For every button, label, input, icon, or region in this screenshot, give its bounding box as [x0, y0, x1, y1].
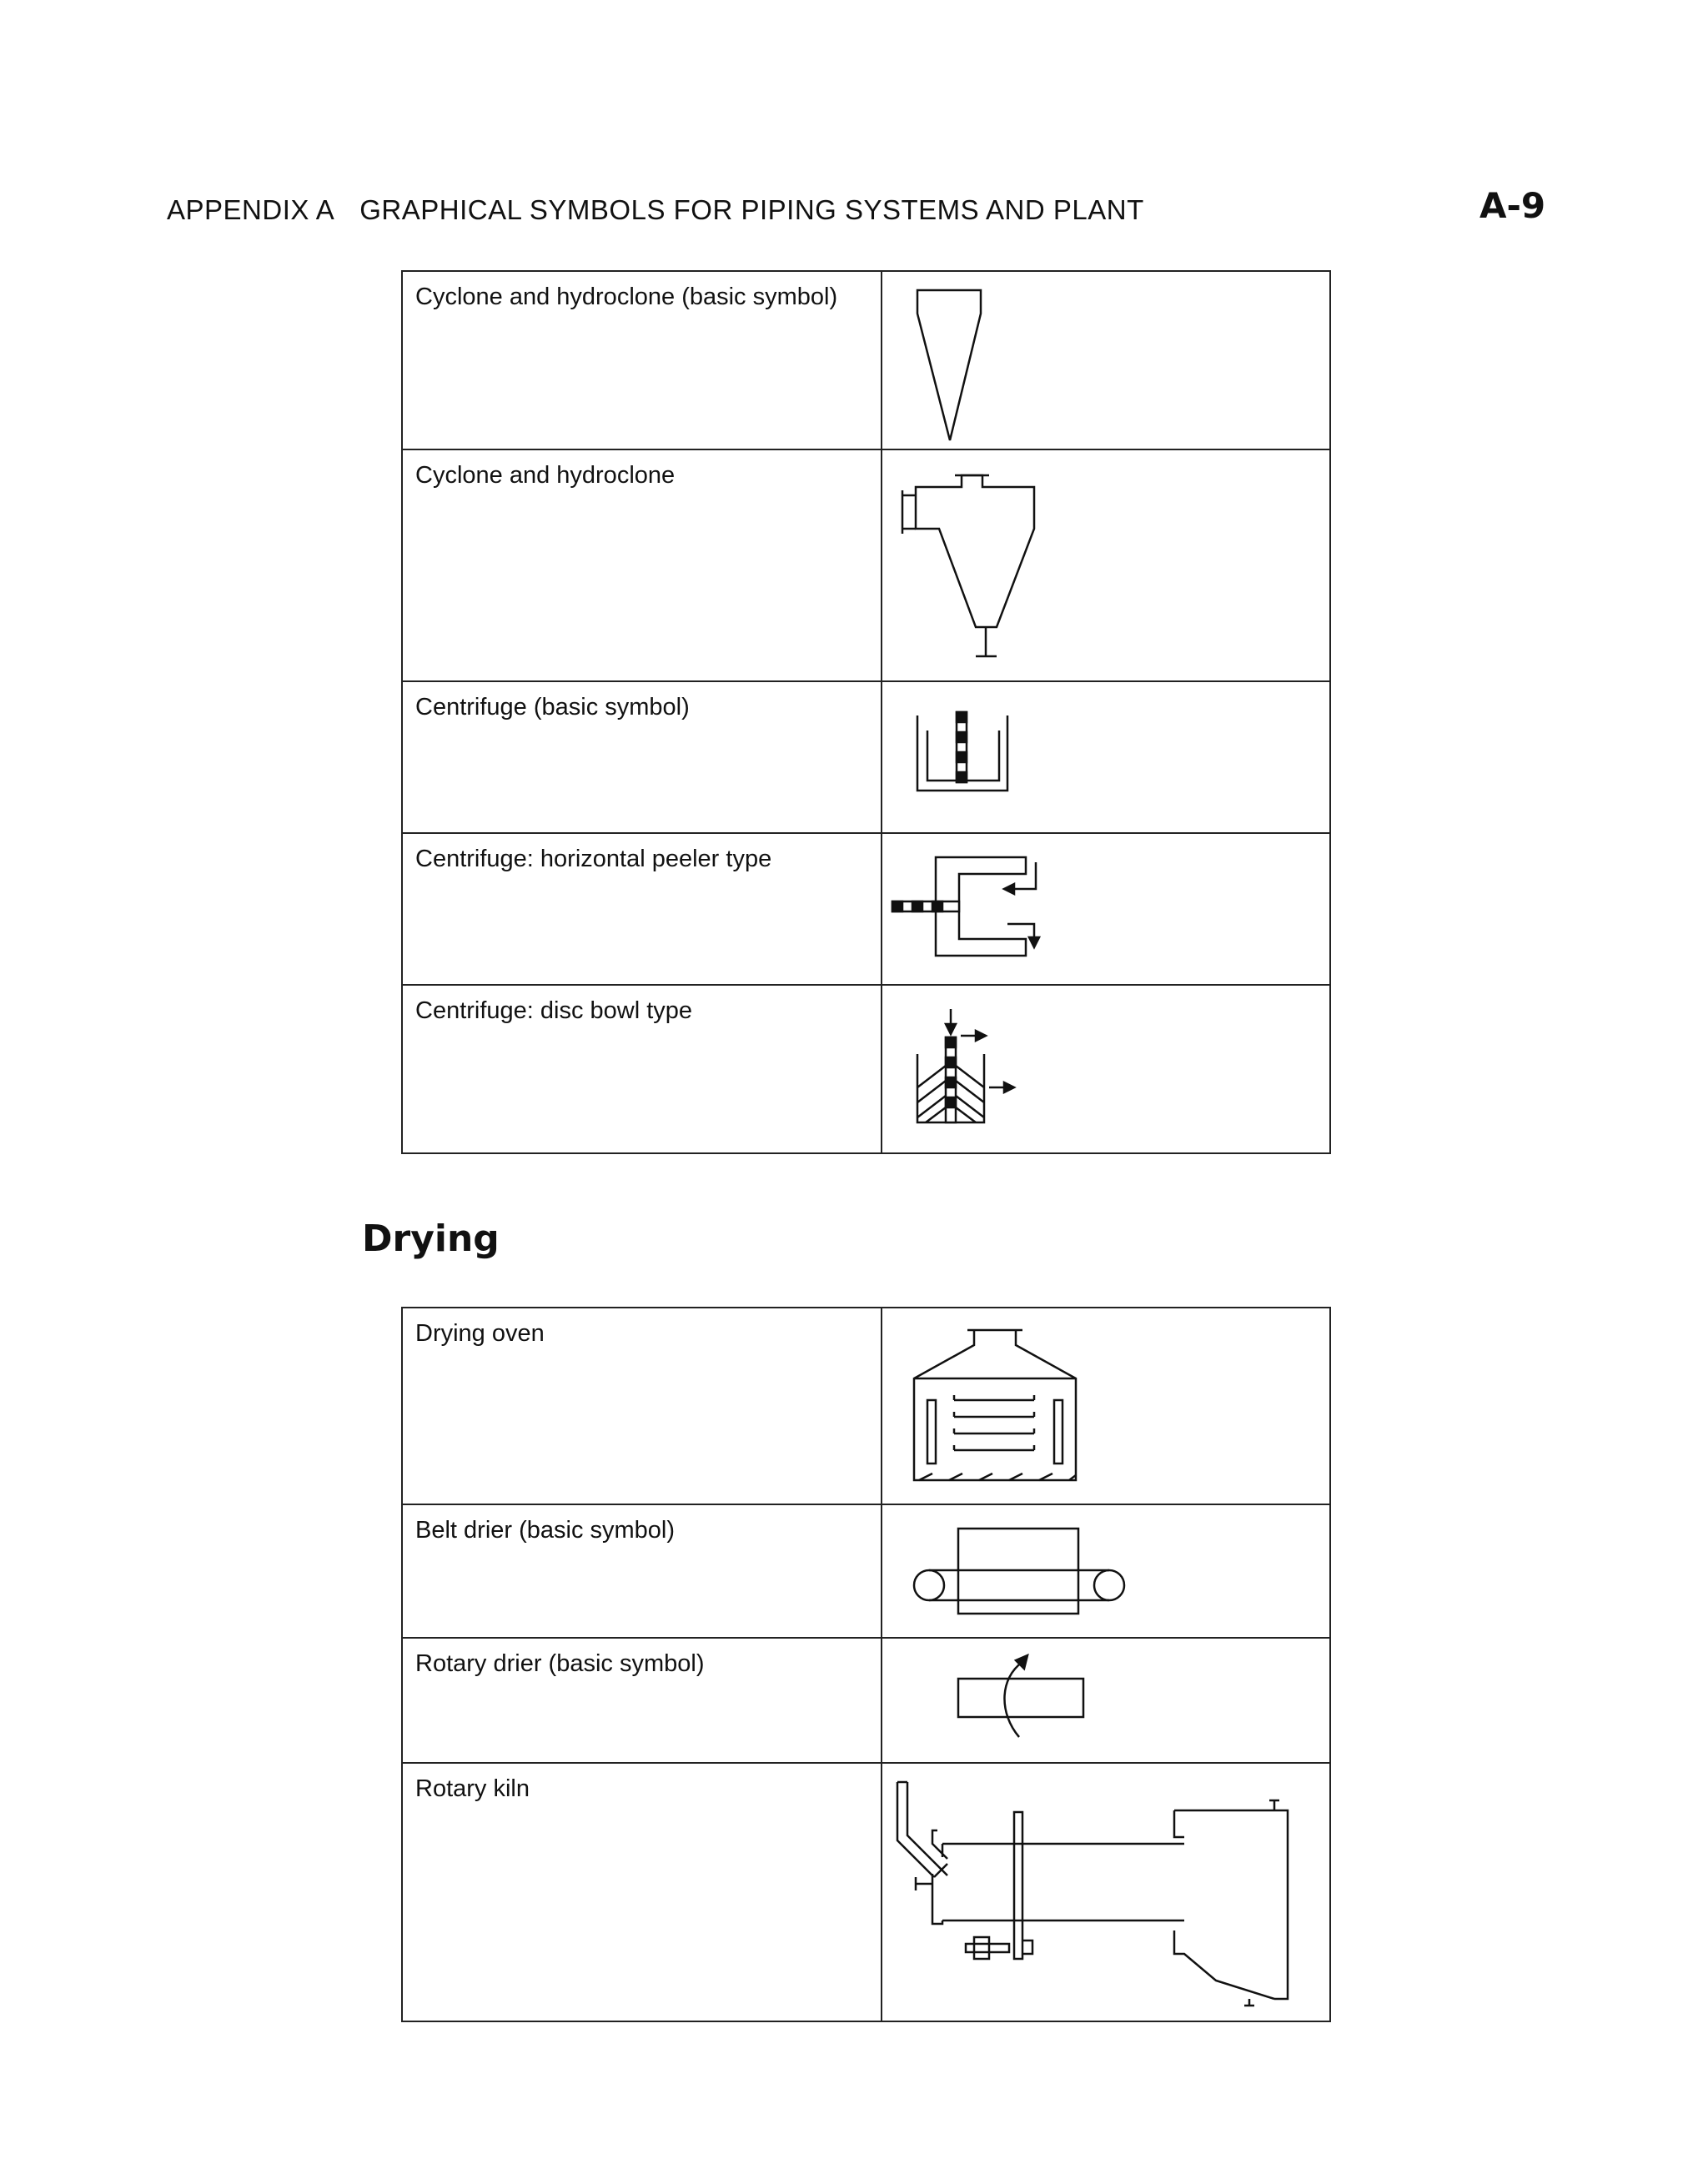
drying-oven-icon: [882, 1308, 1329, 1504]
symbol-label: Belt drier (basic symbol): [402, 1504, 882, 1638]
cyclone-icon: [882, 450, 1329, 680]
table-row: [402, 681, 1330, 833]
rotary-drier-icon: [882, 1639, 1329, 1762]
table-row: [402, 449, 1330, 681]
centrifuge-basic-icon: [882, 682, 1329, 832]
table-row: [402, 1504, 1330, 1638]
table-row: [402, 1308, 1330, 1504]
symbol-label: Rotary drier (basic symbol): [402, 1638, 882, 1763]
table-row: [402, 1638, 1330, 1763]
symbol-label: Cyclone and hydroclone: [402, 449, 882, 681]
table-row: [402, 985, 1330, 1153]
appendix-label: APPENDIX A: [167, 194, 335, 225]
symbol-label: Drying oven: [402, 1308, 882, 1504]
symbol-label: Cyclone and hydroclone (basic symbol): [402, 271, 882, 449]
centrifuge-peeler-icon: [882, 834, 1329, 984]
rotary-kiln-icon: [882, 1764, 1329, 2021]
centrifuge-disc-bowl-icon: [882, 986, 1329, 1152]
running-header: [167, 194, 1144, 226]
separation-symbols-table: [401, 270, 1331, 1154]
section-heading-drying: Drying: [362, 1218, 500, 1260]
symbol-label: Centrifuge: horizontal peeler type: [402, 833, 882, 985]
symbol-label: Rotary kiln: [402, 1763, 882, 2021]
header-title: GRAPHICAL SYMBOLS FOR PIPING SYSTEMS AND PLANT: [359, 194, 1144, 225]
drying-symbols-table: [401, 1307, 1331, 2022]
table-row: [402, 271, 1330, 449]
table-row: [402, 833, 1330, 985]
cyclone-basic-icon: [882, 272, 1329, 449]
page-number: A-9: [1479, 185, 1546, 226]
table-row: [402, 1763, 1330, 2021]
symbol-label: Centrifuge: disc bowl type: [402, 985, 882, 1153]
belt-drier-icon: [882, 1505, 1329, 1637]
symbol-label: Centrifuge (basic symbol): [402, 681, 882, 833]
